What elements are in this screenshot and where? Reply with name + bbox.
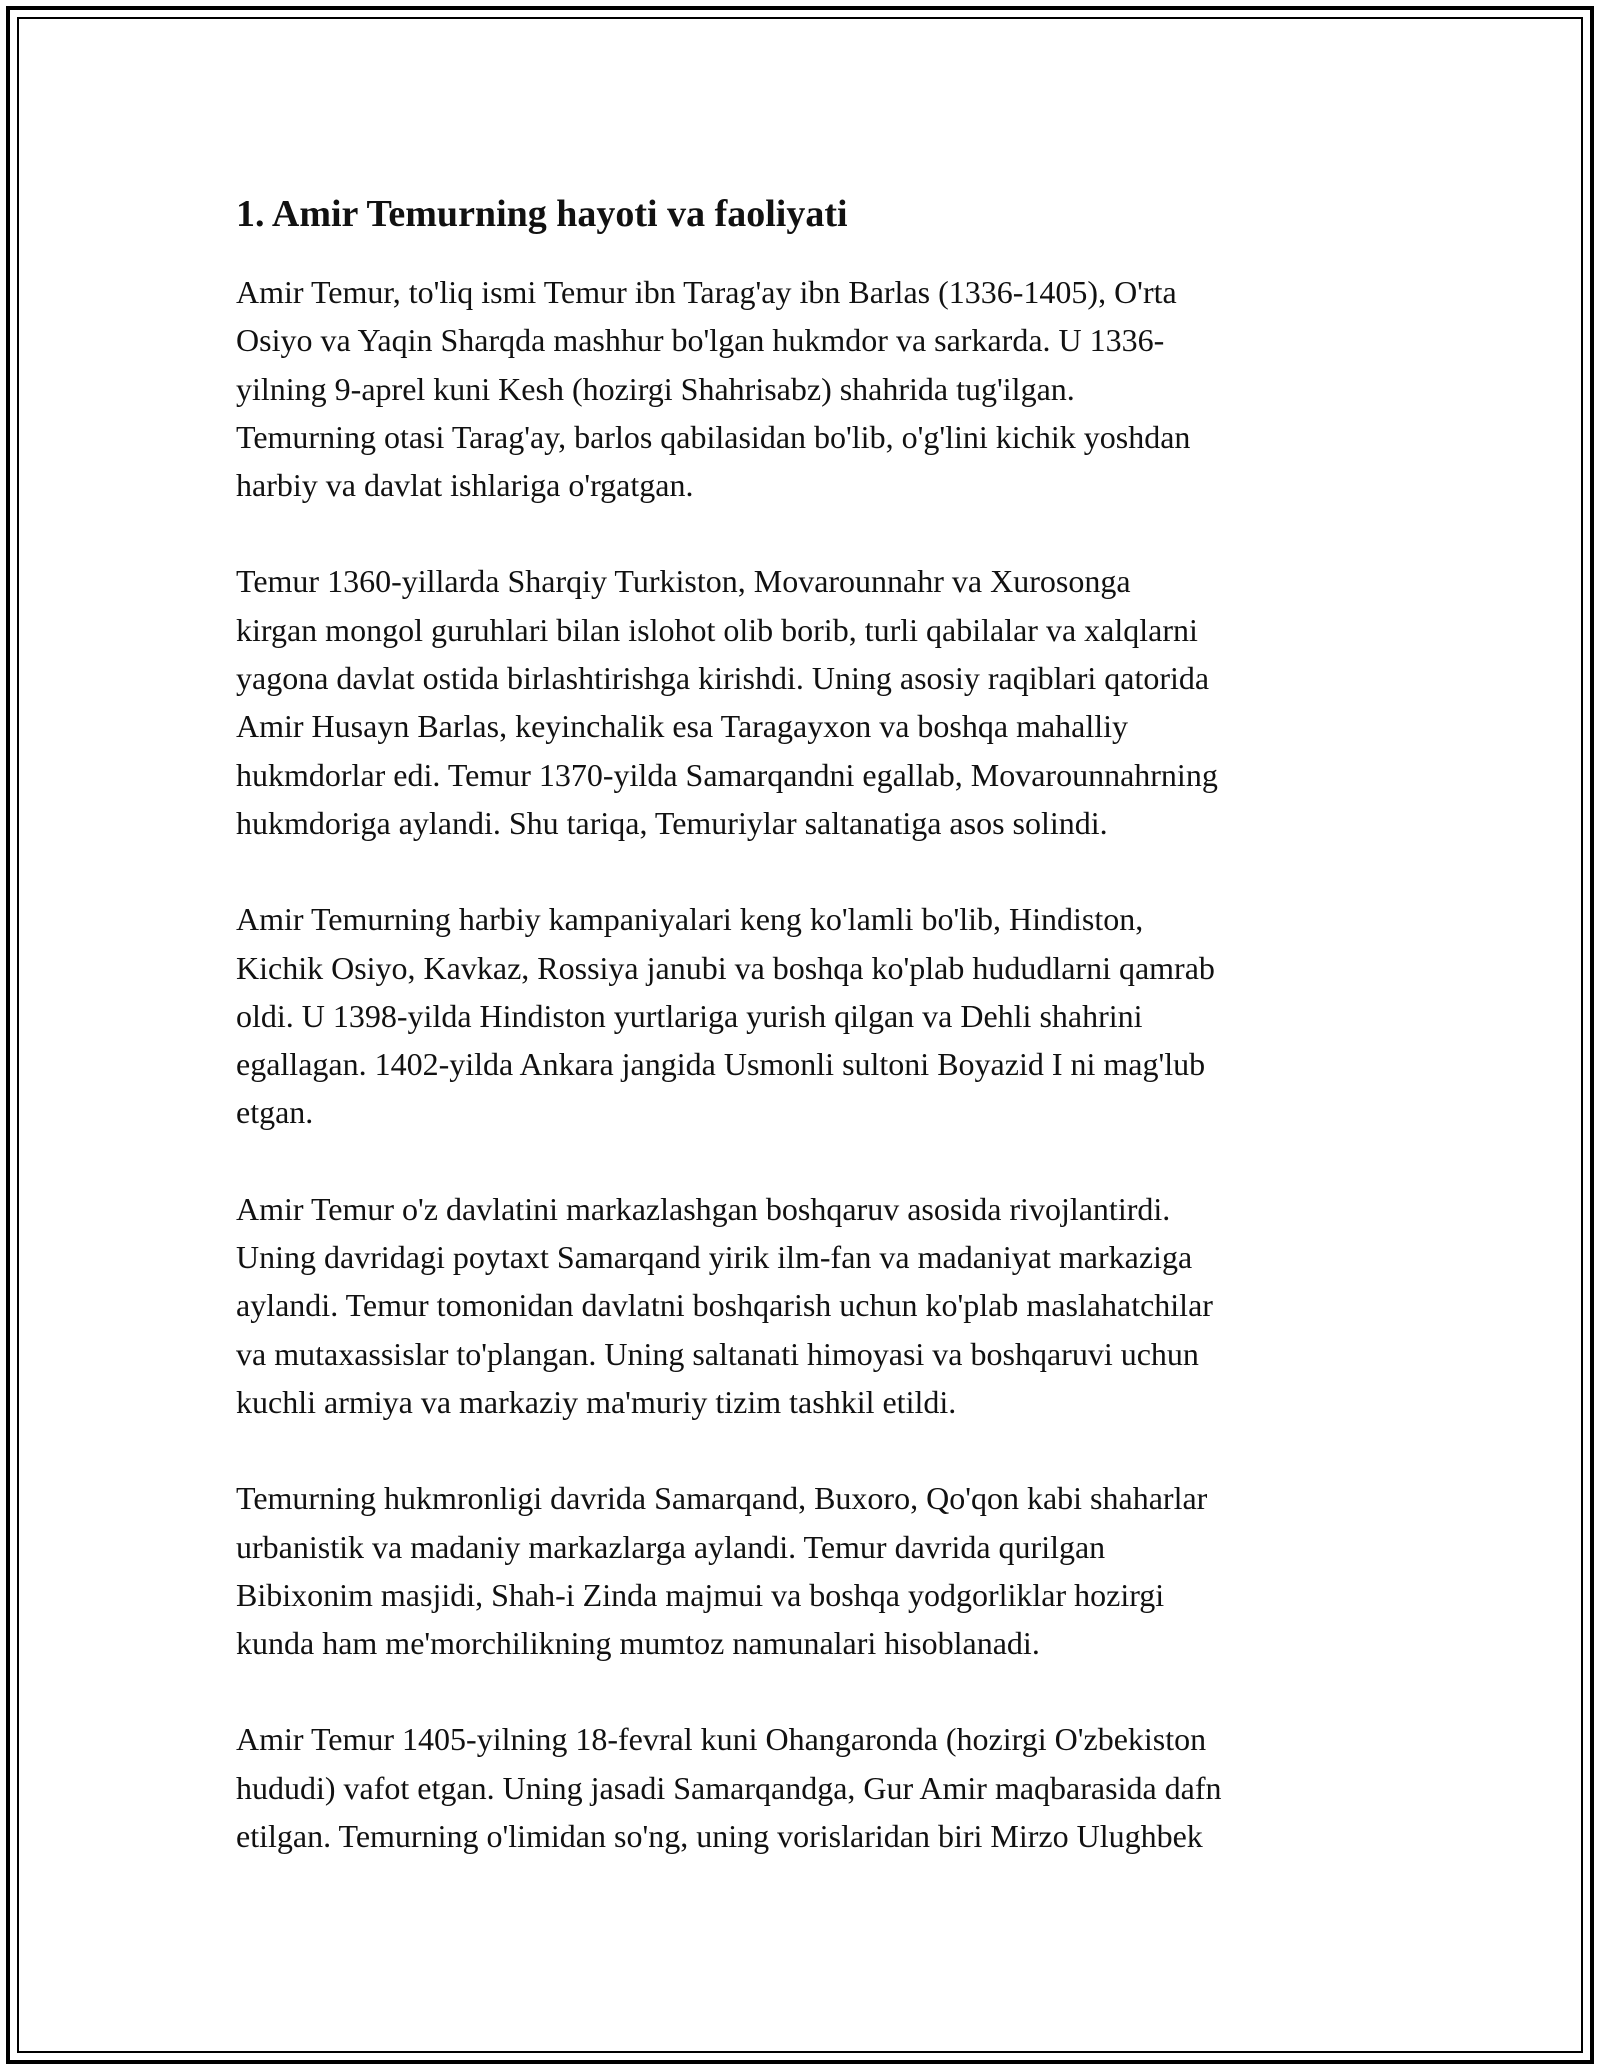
text-line: Bibixonim masjidi, Shah-i Zinda majmui va boshqa yodgorliklar hozirgi bbox=[236, 1576, 1165, 1613]
text-line: kuchli armiya va markaziy ma'muriy tizim tashkil etildi. bbox=[236, 1383, 957, 1420]
text-line: hududi) vafot etgan. Uning jasadi Samarqandga, Gur Amir maqbarasida dafn bbox=[236, 1769, 1222, 1806]
text-line: kunda ham me'morchilikning mumtoz namunalari hisoblanadi. bbox=[236, 1625, 1040, 1662]
text-line: Kichik Osiyo, Kavkaz, Rossiya janubi va boshqa ko'plab hududlarni qamrab bbox=[236, 949, 1215, 986]
text-line: yilning 9-aprel kuni Kesh (hozirgi Shahrisabz) shahrida tug'ilgan. bbox=[236, 370, 1075, 407]
text-line: Amir Temurning harbiy kampaniyalari keng ko'lamli bo'lib, Hindiston, bbox=[236, 901, 1144, 938]
text-line: Amir Temur, to'liq ismi Temur ibn Tarag'ay ibn Barlas (1336-1405), O'rta bbox=[236, 274, 1177, 310]
text-line: Temur 1360-yillarda Sharqiy Turkiston, Movarounnahr va Xurosonga bbox=[236, 563, 1131, 600]
text-line: Temurning otasi Tarag'ay, barlos qabilasidan bo'lib, o'g'lini kichik yoshdan bbox=[236, 418, 1191, 455]
text-line: oldi. U 1398-yilda Hindiston yurtlariga yurish qilgan va Dehli shahrini bbox=[236, 997, 1143, 1034]
text-line: Amir Temur o'z davlatini markazlashgan boshqaruv asosida rivojlantirdi. bbox=[236, 1190, 1171, 1227]
text-line: yagona davlat ostida birlashtirishga kirishdi. Uning asosiy raqiblari qatorida bbox=[236, 660, 1210, 697]
text-line: hukmdorlar edi. Temur 1370-yilda Samarqandni egallab, Movarounnahrning bbox=[236, 756, 1218, 793]
text-line: hukmdoriga aylandi. Shu tariqa, Temuriylar saltanatiga asos solindi. bbox=[236, 804, 1108, 841]
paragraph-3 bbox=[236, 895, 1386, 1136]
text-line: etgan. bbox=[236, 1094, 314, 1131]
paragraph-2 bbox=[236, 557, 1386, 847]
paragraph-1 bbox=[236, 268, 1386, 509]
section-heading: 1. Amir Temurning hayoti va faoliyati bbox=[236, 193, 848, 235]
text-line: egallagan. 1402-yilda Ankara jangida Usmonli sultoni Boyazid I ni mag'lub bbox=[236, 1046, 1206, 1083]
document-body bbox=[236, 188, 1386, 1908]
text-line: urbanistik va madaniy markazlarga aylandi. Temur davrida qurilgan bbox=[236, 1528, 1106, 1565]
text-line: va mutaxassislar to'plangan. Uning saltanati himoyasi va boshqaruvi uchun bbox=[236, 1335, 1199, 1372]
text-line: harbiy va davlat ishlariga o'rgatgan. bbox=[236, 467, 694, 504]
paragraph-6 bbox=[236, 1715, 1386, 1860]
text-line: Temurning hukmronligi davrida Samarqand, Buxoro, Qo'qon kabi shaharlar bbox=[236, 1480, 1208, 1517]
text-line: Amir Husayn Barlas, keyinchalik esa Taragayxon va boshqa mahalliy bbox=[236, 708, 1129, 745]
text-line: Uning davridagi poytaxt Samarqand yirik ilm-fan va madaniyat markaziga bbox=[236, 1239, 1193, 1276]
text-line: kirgan mongol guruhlari bilan islohot olib borib, turli qabilalar va xalqlarni bbox=[236, 611, 1198, 648]
paragraph-5 bbox=[236, 1474, 1386, 1667]
text-line: Amir Temur 1405-yilning 18-fevral kuni Ohangaronda (hozirgi O'zbekiston bbox=[236, 1721, 1207, 1758]
text-line: aylandi. Temur tomonidan davlatni boshqarish uchun ko'plab maslahatchilar bbox=[236, 1287, 1213, 1324]
text-line: etilgan. Temurning o'limidan so'ng, uning vorislaridan biri Mirzo Ulughbek bbox=[236, 1818, 1203, 1855]
paragraph-4 bbox=[236, 1185, 1386, 1426]
text-line: Osiyo va Yaqin Sharqda mashhur bo'lgan hukmdor va sarkarda. U 1336- bbox=[236, 322, 1165, 359]
